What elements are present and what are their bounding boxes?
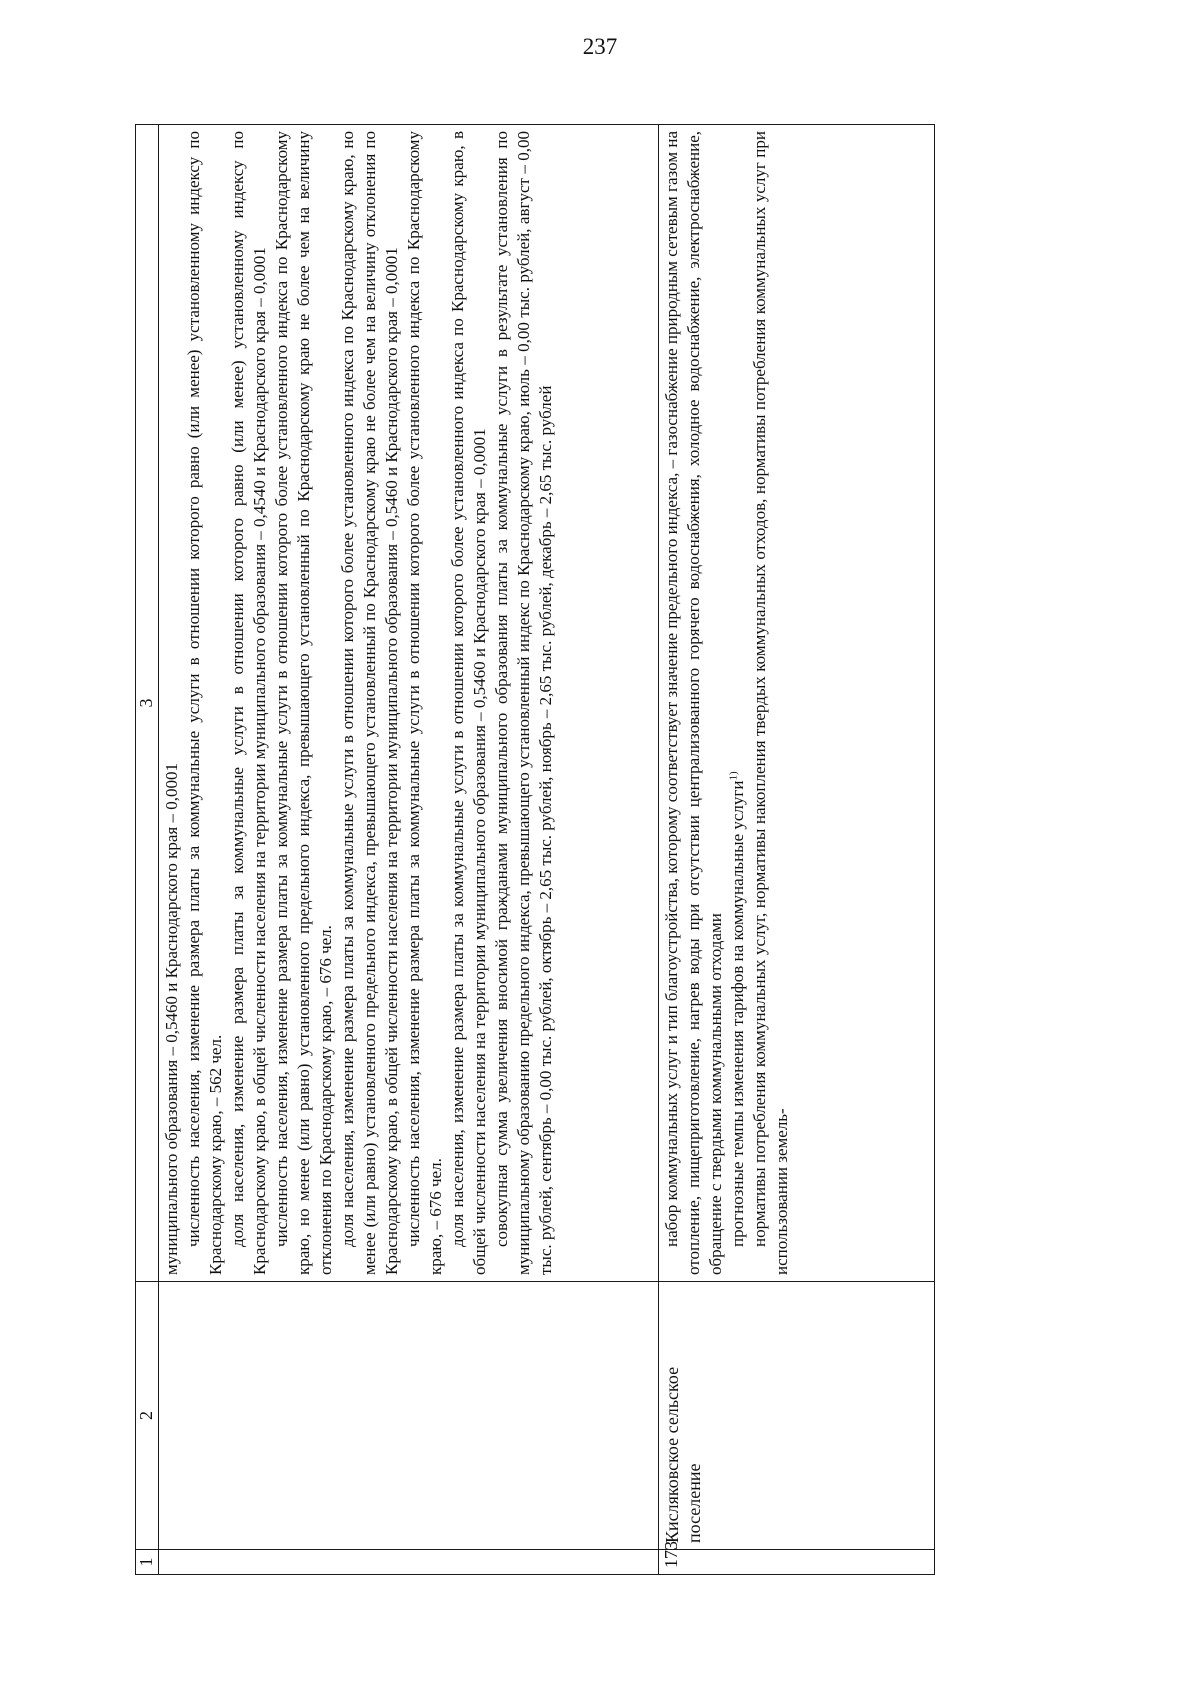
footnote-mark: 1) <box>727 771 740 781</box>
page-number: 237 <box>582 34 618 59</box>
data-table <box>135 124 935 1575</box>
header-col-1: 1 <box>136 1550 159 1575</box>
paragraph: доля населения, изменение размера платы за коммунальные услуги в отношении которого равно (или менее) установленному индексу по Краснодарскому краю, в общей численности населения на территории муниципального образования – 0,4540 и Краснодарского края – 0,0001 <box>228 131 269 1275</box>
cell-row-173-text <box>659 125 935 1282</box>
paragraph: набор коммунальных услуг и тип благоустройства, которому соответствует значение предельного индекса, – газоснабжение природным сетевым газом на отопление, пищеприготовление, нагрев воды при отсутствии централизованного горячего водоснабжения, холодное водоснабжение, электроснабжение, обращение с твердыми коммунальными отходами <box>662 131 725 1275</box>
paragraph: доля населения, изменение размера платы за коммунальные услуги в отношении которого более установленного индекса по Краснодарскому краю, но менее (или равно) установленного предельного индекса, превышающего установленный по Краснодарскому краю не более чем на величину отклонения по Краснодарскому краю, в общей численности населения на территории муниципального образования – 0,5460 и Краснодарского края – 0,0001 <box>338 131 401 1275</box>
rotated-table-wrapper <box>135 125 935 1575</box>
paragraph: муниципального образования – 0,5460 и Краснодарского края – 0,0001 <box>162 763 181 1275</box>
cell-row-number: 173 <box>659 1550 935 1575</box>
cell-settlement-name: Кисляковское сельское поселение <box>659 1282 935 1550</box>
cell-continuation-text <box>159 125 659 1282</box>
table-header-row <box>136 125 159 1575</box>
table-row-continuation <box>159 125 659 1575</box>
paragraph-text: прогнозные темпы изменения тарифов на коммунальные услуги <box>728 780 747 1247</box>
header-col-2: 2 <box>136 1282 159 1550</box>
paragraph: численность населения, изменение размера платы за коммунальные услуги в отношении которого более установленного индекса по Краснодарскому краю, – 676 чел. <box>404 131 445 1275</box>
paragraph: доля населения, изменение размера платы за коммунальные услуги в отношении которого более установленного индекса по Краснодарскому краю, в общей численности населения на территории муниципального образования – 0,5460 и Краснодарского края – 0,0001 <box>448 131 489 1275</box>
paragraph: совокупная сумма увеличения вносимой гражданами муниципального образования платы за коммунальные услуги в результате установления по муниципальному образованию предельного индекса, превышающего установленный индекс по Краснодарскому краю, июль – 0,00 тыс. рублей, август – 0,00 тыс. рублей, сентябрь – 0,00 тыс. рублей, октябрь – 2,65 тыс. рублей, ноябрь – 2,65 тыс. рублей, декабрь – 2,65 тыс. рублей <box>492 131 555 1275</box>
cell-empty-number <box>159 1550 659 1575</box>
paragraph: нормативы потребления коммунальных услуг, нормативы накопления твердых коммунальных отходов, нормативы потребления коммунальных услуг при использовании земель- <box>750 131 791 1275</box>
cell-empty-name <box>159 1282 659 1550</box>
header-col-3: 3 <box>136 125 159 1282</box>
paragraph <box>727 131 749 1275</box>
table-row-173 <box>659 125 935 1575</box>
paragraph: численность населения, изменение размера платы за коммунальные услуги в отношении которого более установленного индекса по Краснодарскому краю, но менее (или равно) установленного предельного индекса, превышающего установленный по Краснодарскому краю не более чем на величину отклонения по Краснодарскому краю, – 676 чел. <box>272 131 335 1275</box>
paragraph: численность населения, изменение размера платы за коммунальные услуги в отношении которого равно (или менее) установленному индексу по Краснодарскому краю, – 562 чел. <box>184 131 225 1275</box>
